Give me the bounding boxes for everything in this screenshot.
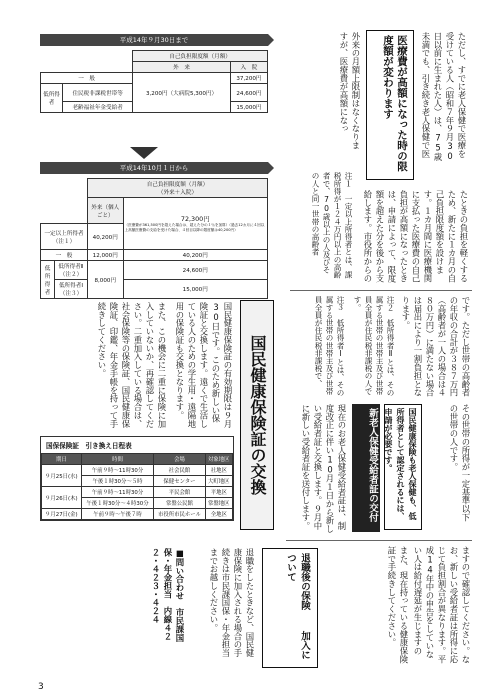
cell-date: ９月26日(木) bbox=[42, 487, 82, 509]
row-outpatient: 8,000円 bbox=[87, 261, 123, 299]
sub-heading-low-income-text: 国民健康保険も老人保健も、低所得者として認定されるには、申請が必要です。 bbox=[384, 408, 417, 520]
cell-area: 常盤地区 bbox=[205, 498, 232, 509]
cell-area: 平地区 bbox=[205, 487, 232, 498]
divider bbox=[290, 290, 472, 291]
table-after-header: 平成14年10月１日から bbox=[40, 162, 268, 174]
body-col-income: です。ただし世帯の高齢者の年収の合計が３８７万円（高齢者が一人の場合は４８０万円）に満たない場合は届出により一割負担となります。 bbox=[401, 296, 471, 397]
sub-heading-certificate-text: 新老人保健受給者証の交付 bbox=[367, 408, 378, 522]
table-after-outpatient: 外来（個人ごと） bbox=[87, 198, 123, 224]
retire-heading-line-1: 退職後の保険 bbox=[299, 553, 310, 610]
row-inpatient: 15,000円 bbox=[123, 280, 267, 299]
cert-text-1: 国民健康保険証の有効期限は９月30日です。このため新しい保険証と交換します。遠くで生活している人のための学生用・遠隔地用の保険証も交換となります。 bbox=[175, 302, 233, 428]
row-outpatient: 40,200円 bbox=[87, 224, 123, 250]
row-label: 一 般 bbox=[41, 250, 88, 261]
heading-certificate bbox=[240, 300, 274, 530]
retire-text: 退職をしたときなど、国民健康保険に加入される場合の手続きは市民課国保・年金担当までお越しください。 bbox=[209, 548, 255, 658]
row-label: 低所得者Ⅱ（注２） bbox=[55, 261, 88, 280]
schedule-table bbox=[41, 453, 233, 520]
body-col-right-1: ますので確認してください。なお、新しい受給者証は所得に応じて負担割合が異なります。平成14年中の申告をしていない人は給付遅延が生じますの bbox=[413, 546, 471, 664]
heading-medical-text: 医療費が高額になった時の限度額が変わります bbox=[382, 35, 408, 172]
row-group: 低所得者 bbox=[41, 84, 63, 113]
schedule-box bbox=[40, 436, 234, 521]
sub-heading-low-income bbox=[384, 404, 422, 530]
schedule-col-date: 期日 bbox=[42, 454, 82, 465]
cell-time: 午後１時30分〜５時 bbox=[81, 476, 154, 487]
table-row bbox=[42, 509, 233, 520]
table-before bbox=[40, 34, 268, 113]
cell-date: ９月27日(金) bbox=[42, 509, 82, 520]
retire-heading-line-2: 加入について bbox=[285, 553, 310, 660]
cell-time: 午前９時〜11時30分 bbox=[81, 465, 154, 476]
cell-venue: 平民会館 bbox=[154, 487, 205, 498]
table-row bbox=[41, 280, 268, 299]
body-col-3: 外来の月額上限制はなくなりますが、医療費が高額になっ bbox=[339, 32, 361, 150]
row-inpatient: 24,600円 bbox=[230, 84, 267, 102]
heading-certificate-text: 国民健康保険証の交換 bbox=[248, 335, 267, 495]
table-row bbox=[41, 250, 268, 261]
table-row bbox=[42, 465, 233, 476]
table-after bbox=[40, 162, 268, 299]
row-inpatient: 24,600円 bbox=[123, 261, 267, 280]
row-outpatient: 3,200円（大病院5,300円） bbox=[133, 73, 231, 113]
cell-date: ９月25日(水) bbox=[42, 465, 82, 487]
schedule-col-area: 対象地区 bbox=[205, 454, 232, 465]
body-col-2: たときの負担を軽くするため、新たに１カ月の自己負担限度額を設けます。１カ月間に医療機関に支払った医療費の自己負担が高額になったときは、申請によって、限度額を超えた分を後から支給します。市役所からの bbox=[363, 190, 469, 283]
note-2: 注２ 低所得者Ⅱとは、その属する世帯の世帯主及び世帯員全員が住民税非課税の人です。 bbox=[353, 296, 395, 397]
heading-medical bbox=[366, 30, 414, 180]
cell-venue: 社会民館 bbox=[154, 465, 205, 476]
cell-area: 全地区 bbox=[205, 509, 232, 520]
table-row bbox=[42, 487, 233, 498]
body-col-right-2: また、現在持っている健康保険証で手続きしてください。 bbox=[387, 546, 409, 664]
table-before-outpatient: 外 来 bbox=[133, 62, 231, 73]
schedule-caption: 国保保険証 引き換え日程表 bbox=[46, 442, 132, 450]
row-label: 一定以上所得者（注１） bbox=[41, 224, 88, 250]
row-inpatient: 15,000円 bbox=[230, 102, 267, 113]
cell-area: 大町地区 bbox=[205, 476, 232, 487]
cert-text-2: また、この機会に二重に保険に加入していないか、再確認してください。二重加入している場合は、社会保険等の保険証、国民健康保険証、印鑑、年金手帳を持って手続きしてください。 bbox=[97, 302, 167, 428]
row-group: 低所得者 bbox=[41, 261, 55, 299]
col-header-text: 自己負担限度額（月額） bbox=[146, 182, 209, 188]
cell-time: 午前９時〜午後７時 bbox=[81, 509, 154, 520]
table-row bbox=[41, 73, 268, 84]
note-3: 注３ 低所得者Ⅰとは、その属する世帯の世帯主及び世帯員全員が住民税非課税で、 bbox=[314, 296, 345, 397]
down-arrow-icon bbox=[130, 147, 158, 159]
cell-venue: 保健センター bbox=[154, 476, 205, 487]
table-before-grid bbox=[40, 50, 268, 113]
row-label: 低所得者Ⅰ（注３） bbox=[55, 280, 88, 299]
cell-time: 午後１時30分〜４時30分 bbox=[81, 498, 154, 509]
note-1: 注１ 一定以上所得者とは、課税所得が１２４万円以上の高齢者で、70歳以上の人及びその人と同一世帯の高齢者 bbox=[311, 172, 353, 279]
sub-heading-certificate bbox=[352, 404, 380, 532]
body-col-issue: 現在のお老人保健受給者証は、制度改正に伴い10月１日から新しい受給者証と交換します。９月中に新しい受給者証を送付します。 bbox=[301, 404, 347, 534]
row-label: 住民税非課税世帯等 bbox=[63, 84, 133, 102]
row-label: 一 般 bbox=[41, 73, 133, 84]
body-col-1: ただし、すでに老人保健で医療を受けている人（昭和７年９月30日以前に生まれた人）は、75歳未満でも、引き続き老人保健で医 bbox=[421, 32, 467, 162]
schedule-col-venue: 会場 bbox=[154, 454, 205, 465]
table-after-big bbox=[123, 198, 267, 250]
table-after-grid bbox=[40, 178, 268, 299]
table-row bbox=[41, 261, 268, 280]
col-header-combined: （外来＋入院） bbox=[157, 190, 198, 196]
row-inpatient: 40,200円 bbox=[123, 250, 267, 261]
retire-heading bbox=[262, 548, 318, 668]
body-col-income2: その世帯の所得が一定基準以下の世帯の人です。 bbox=[449, 404, 471, 522]
cell-time: 午前９時〜11時30分 bbox=[81, 487, 154, 498]
schedule-col-time: 時間 bbox=[81, 454, 154, 465]
cell-area: 社地区 bbox=[205, 465, 232, 476]
cell-venue: 市役所市民ホール bbox=[154, 509, 205, 520]
table-before-header: 平成14年９月30日まで bbox=[40, 34, 268, 46]
table-after-col-header bbox=[87, 179, 267, 198]
cell-venue: 常盤公民館 bbox=[154, 498, 205, 509]
contact-text: ■問い合わせ 市民課国保・年金担当 内線４２２・４２３・４２４ bbox=[151, 548, 185, 642]
row-outpatient: 12,000円 bbox=[87, 250, 123, 261]
divider bbox=[286, 540, 472, 541]
row-label: 老齢福祉年金受給者 bbox=[63, 102, 133, 113]
big-value: 72,300円 bbox=[180, 215, 210, 224]
table-before-col-header: 自己負担限度額（月額） bbox=[133, 51, 268, 62]
row-inpatient: 37,200円 bbox=[230, 73, 267, 84]
table-before-inpatient: 入 院 bbox=[230, 62, 267, 73]
page-number: 3 bbox=[38, 682, 44, 692]
small-note: （医療費が361,500円を超えた場合は、超えた分の１％を加算）（過去12カ月に４回以上高額医療費の支給を受けた場合、４回目以降の限度額は40,200円） bbox=[124, 223, 265, 232]
